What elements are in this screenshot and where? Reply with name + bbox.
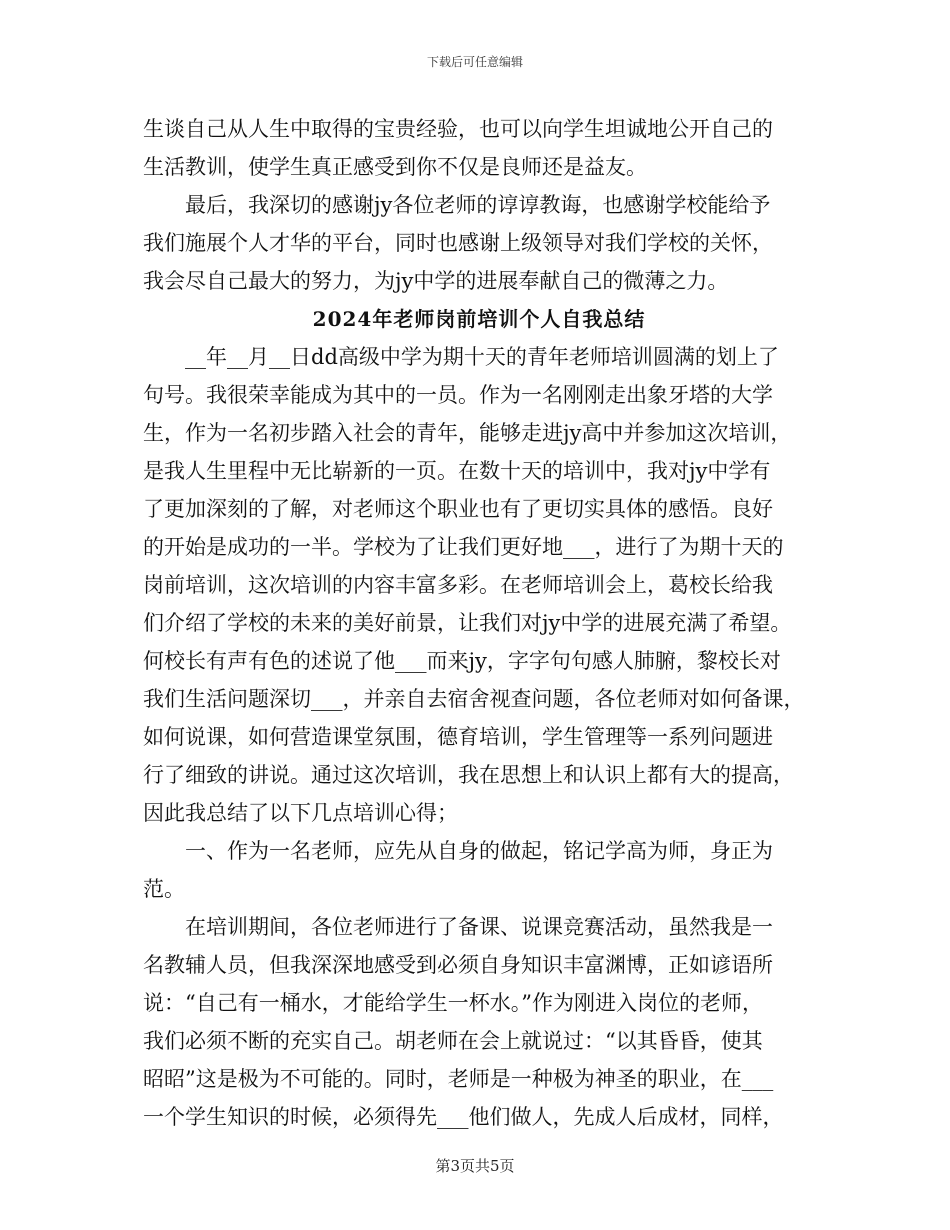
- text-line: 们介绍了学校的未来的美好前景，让我们对jy中学的进展充满了希望。: [143, 611, 792, 635]
- text-line: 昭昭”这是极为不可能的。同时，老师是一种极为神圣的职业，在___: [143, 1067, 774, 1091]
- page-header: 下载后可任意编辑: [426, 55, 523, 69]
- text-line: 在培训期间，各位老师进行了备课、说课竞赛活动，虽然我是一: [185, 915, 773, 939]
- text-line: 岗前培训，这次培训的内容丰富多彩。在老师培训会上，葛校长给我: [143, 573, 773, 597]
- text-line: 说：“自己有一桶水，才能给学生一杯水。”作为刚进入岗位的老师，: [143, 991, 763, 1015]
- text-line: 生谈自己从人生中取得的宝贵经验，也可以向学生坦诚地公开自己的: [143, 117, 773, 141]
- page-number: 第3页共5页: [435, 1157, 515, 1175]
- text-line: 一、作为一名老师，应先从自身的做起，铭记学高为师，身正为: [185, 839, 773, 863]
- text-line: 最后，我深切的感谢jy各位老师的谆谆教诲，也感谢学校能给予: [185, 193, 771, 217]
- text-line: 的开始是成功的一半。学校为了让我们更好地___，进行了为期十天的: [143, 535, 784, 559]
- text-line: 我们必须不断的充实自己。胡老师在会上就说过：“以其昏昏，使其: [143, 1029, 763, 1053]
- text-line: 我们施展个人才华的平台，同时也感谢上级领导对我们学校的关怀，: [143, 231, 773, 255]
- text-line: 生，作为一名初步踏入社会的青年，能够走进jy高中并参加这次培训，: [143, 421, 792, 445]
- text-line: 一个学生知识的时候，必须得先___他们做人，先成人后成材，同样，: [143, 1105, 784, 1129]
- document-body: [143, 110, 815, 1136]
- text-line: 因此我总结了以下几点培训心得；: [143, 801, 458, 825]
- text-line: 范。: [143, 877, 185, 901]
- text-line: 行了细致的讲说。通过这次培训，我在思想上和认识上都有大的提高，: [143, 763, 794, 787]
- text-line: 如何说课，如何营造课堂氛围，德育培训，学生管理等一系列问题进: [143, 725, 773, 749]
- text-line: __年__月__日dd高级中学为期十天的青年老师培训圆满的划上了: [185, 345, 779, 369]
- text-line: 生活教训，使学生真正感受到你不仅是良师还是益友。: [143, 155, 647, 179]
- text-line: 我们生活问题深切___，并亲自去宿舍视查问题，各位老师对如何备课，: [143, 687, 805, 711]
- text-line: 我会尽自己最大的努力，为jy中学的进展奉献自己的微薄之力。: [143, 269, 729, 293]
- text-line: 了更加深刻的了解，对老师这个职业也有了更切实具体的感悟。良好: [143, 497, 773, 521]
- text-line: 是我人生里程中无比崭新的一页。在数十天的培训中，我对jy中学有: [143, 459, 771, 483]
- text-line: 句号。我很荣幸能成为其中的一员。作为一名刚刚走出象牙塔的大学: [143, 383, 773, 407]
- text-line: 何校长有声有色的述说了他___而来jy，字字句句感人肺腑，黎校长对: [143, 649, 781, 673]
- section-title: 2024年老师岗前培训个人自我总结: [312, 307, 646, 331]
- text-line: 名教辅人员，但我深深地感受到必须自身知识丰富渊博，正如谚语所: [143, 953, 773, 977]
